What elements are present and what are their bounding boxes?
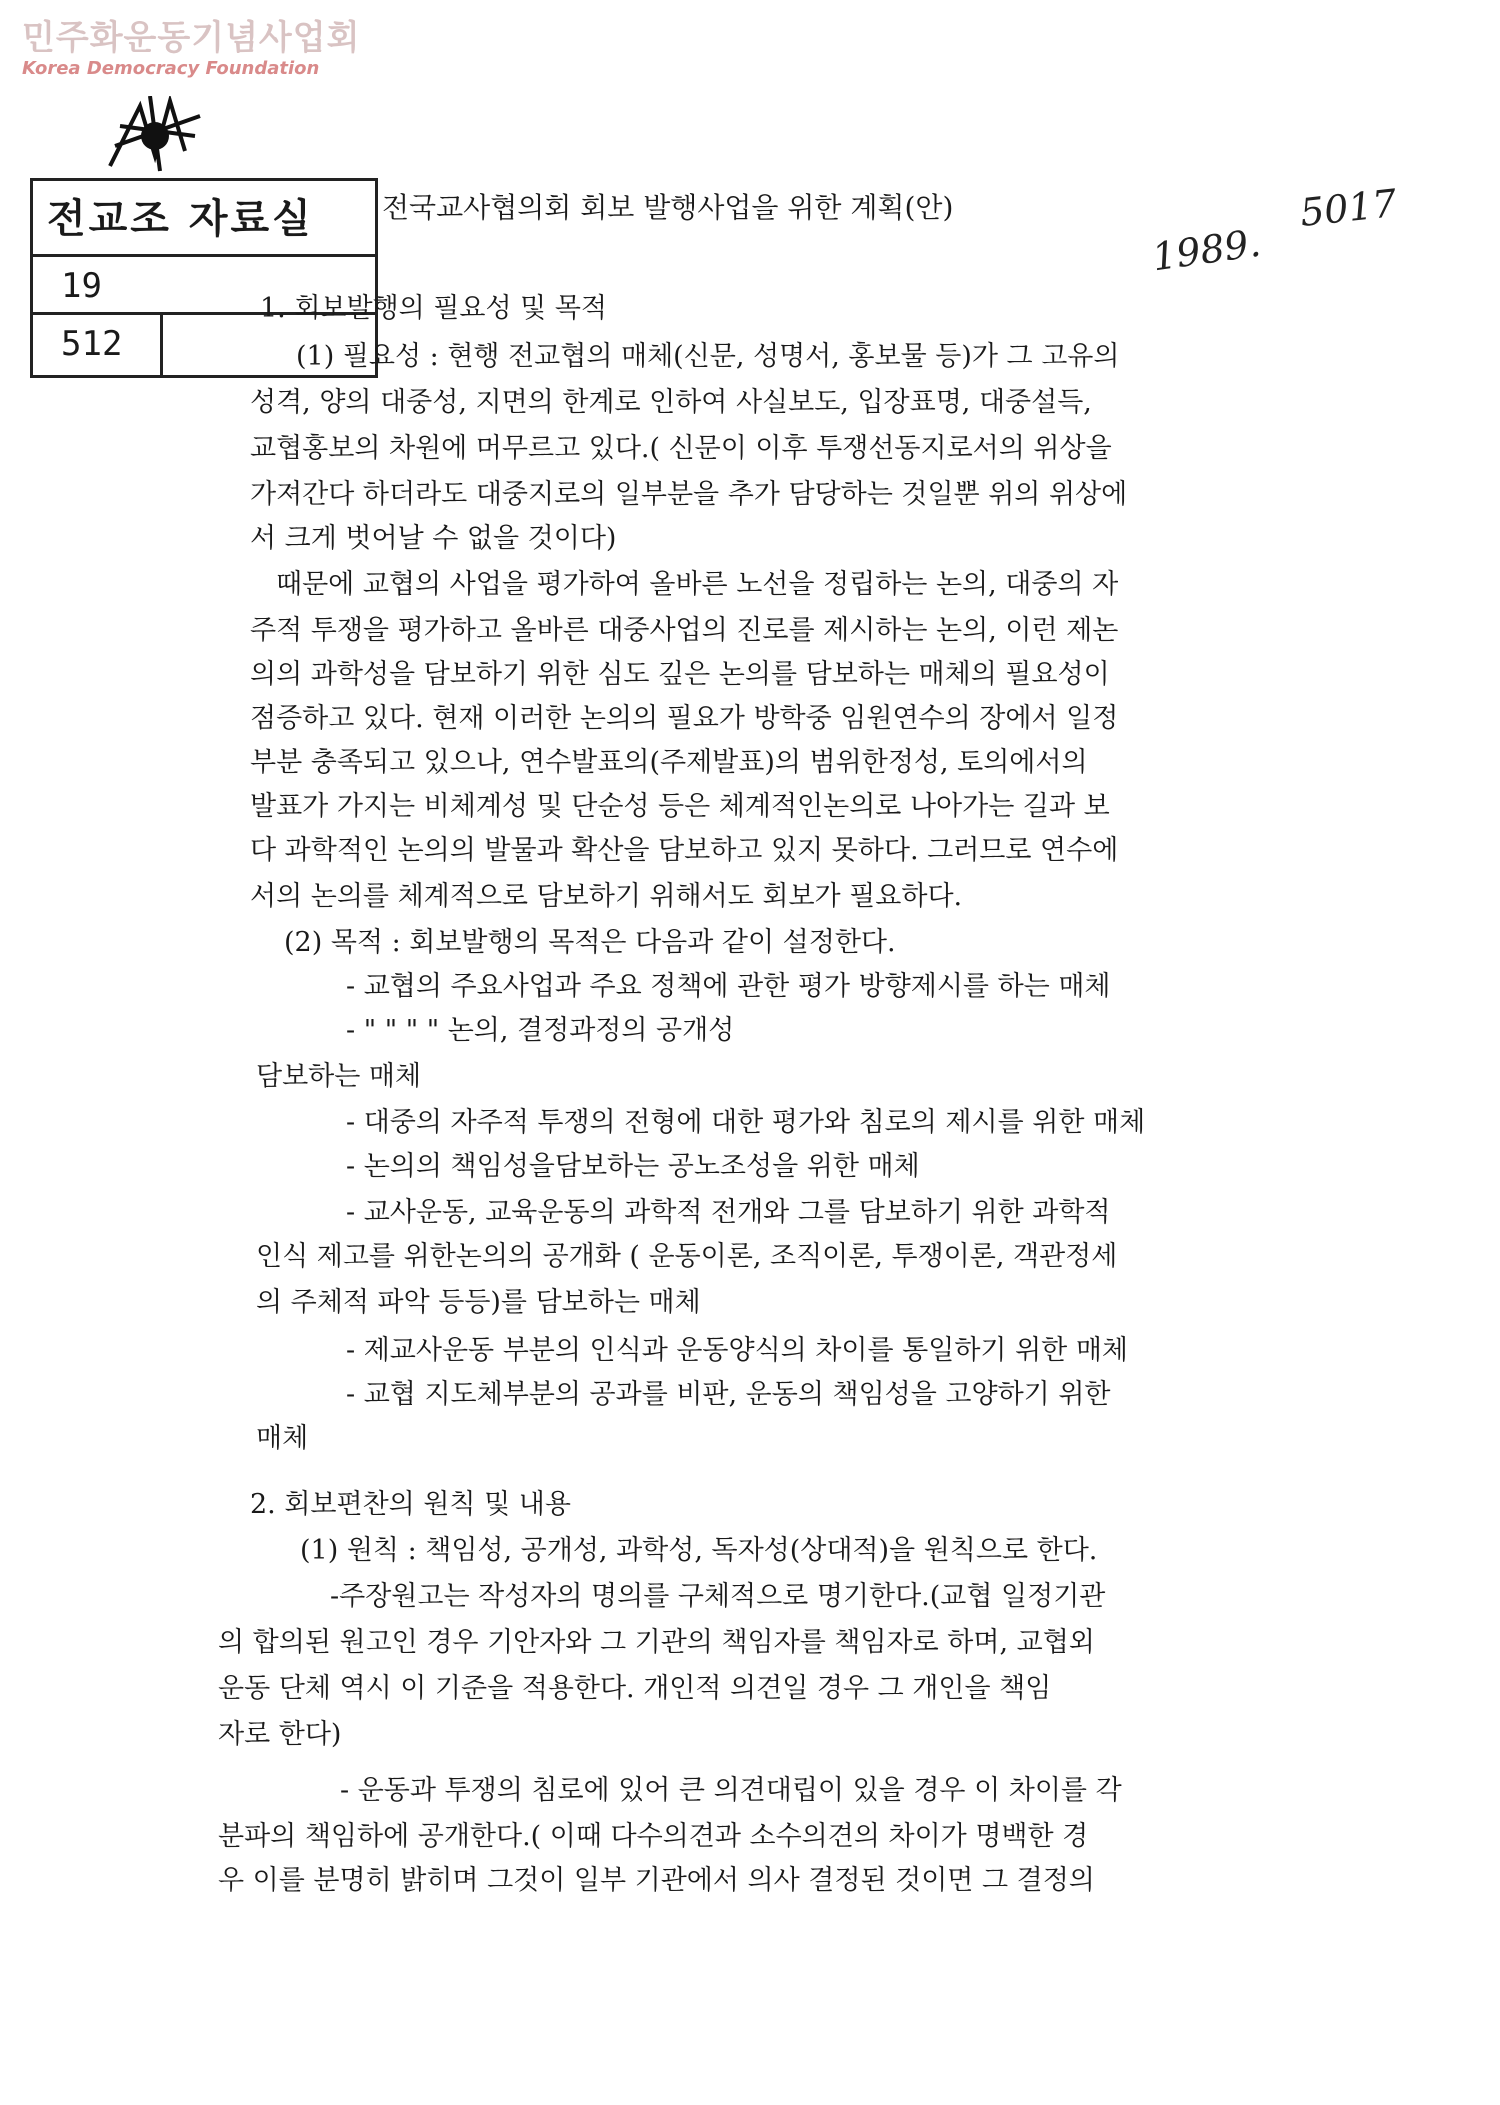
text-line: 우 이를 분명히 밝히며 그것이 일부 기관에서 의사 결정된 것이면 그 결정의 bbox=[218, 1865, 1095, 1896]
ink-scribble-mark bbox=[100, 96, 210, 176]
text-line: 점증하고 있다. 현재 이러한 논의의 필요가 방학중 임원연수의 장에서 일정 bbox=[250, 703, 1119, 734]
stamp-row-1: 19 bbox=[33, 257, 375, 315]
text-line: 매체 bbox=[256, 1423, 309, 1454]
text-line: 인식 제고를 위한논의의 공개화 ( 운동이론, 조직이론, 투쟁이론, 객관정세 bbox=[256, 1241, 1118, 1272]
document-title: 전국교사협의회 회보 발행사업을 위한 계획(안) bbox=[382, 191, 954, 224]
text-line: 교협홍보의 차원에 머무르고 있다.( 신문이 이후 투쟁선동지로서의 위상을 bbox=[250, 433, 1112, 464]
text-line: 부분 충족되고 있으나, 연수발표의(주제발표)의 범위한정성, 토의에서의 bbox=[250, 747, 1088, 778]
text-line: (1) 원칙 : 책임성, 공개성, 과학성, 독자성(상대적)을 원칙으로 한다. bbox=[300, 1535, 1098, 1566]
stamp-row-2: 512 bbox=[33, 315, 163, 375]
text-line: (1) 필요성 : 현행 전교협의 매체(신문, 성명서, 홍보물 등)가 그 고유의 bbox=[296, 341, 1120, 372]
handwritten-number: 5017 bbox=[1297, 181, 1399, 235]
text-line: 다 과학적인 논의의 발물과 확산을 담보하고 있지 못하다. 그러므로 연수에 bbox=[250, 835, 1119, 866]
section-heading: 2. 회보편찬의 원칙 및 내용 bbox=[250, 1489, 571, 1520]
text-line: 의 주체적 파악 등등)를 담보하는 매체 bbox=[256, 1287, 701, 1318]
text-line: 담보하는 매체 bbox=[256, 1061, 422, 1092]
text-line: 분파의 책임하에 공개한다.( 이때 다수의견과 소수의견의 차이가 명백한 경 bbox=[218, 1821, 1089, 1852]
text-line: 자로 한다) bbox=[218, 1719, 342, 1750]
text-line: 주적 투쟁을 평가하고 올바른 대중사업의 진로를 제시하는 논의, 이런 제논 bbox=[250, 615, 1119, 646]
text-line: 운동 단체 역시 이 기준을 적용한다. 개인적 의견일 경우 그 개인을 책임 bbox=[218, 1673, 1052, 1704]
text-line: -주장원고는 작성자의 명의를 구체적으로 명기한다.(교협 일정기관 bbox=[330, 1581, 1106, 1612]
list-item: - " " " " 논의, 결정과정의 공개성 bbox=[346, 1015, 735, 1046]
list-item: - 교사운동, 교육운동의 과학적 전개와 그를 담보하기 위한 과학적 bbox=[346, 1197, 1111, 1228]
stamp-title: 전교조 자료실 bbox=[33, 181, 375, 257]
text-line: (2) 목적 : 회보발행의 목적은 다음과 같이 설정한다. bbox=[284, 927, 896, 958]
section-heading: 1. 회보발행의 필요성 및 목적 bbox=[260, 293, 607, 324]
list-item: - 교협 지도체부분의 공과를 비판, 운동의 책임성을 고양하기 위한 bbox=[346, 1379, 1111, 1410]
text-line: 발표가 가지는 비체계성 및 단순성 등은 체계적인논의로 나아가는 길과 보 bbox=[250, 791, 1110, 822]
list-item: - 대중의 자주적 투쟁의 전형에 대한 평가와 침로의 제시를 위한 매체 bbox=[346, 1107, 1146, 1138]
text-line: 서의 논의를 체계적으로 담보하기 위해서도 회보가 필요하다. bbox=[250, 881, 963, 912]
text-line: 때문에 교협의 사업을 평가하여 올바른 노선을 정립하는 논의, 대중의 자 bbox=[276, 569, 1119, 600]
text-line: 가져간다 하더라도 대중지로의 일부분을 추가 담당하는 것일뿐 위의 위상에 bbox=[250, 479, 1128, 510]
text-line: 서 크게 벗어날 수 없을 것이다) bbox=[250, 523, 617, 554]
list-item: - 논의의 책임성을담보하는 공노조성을 위한 매체 bbox=[346, 1151, 920, 1182]
text-line: - 운동과 투쟁의 침로에 있어 큰 의견대립이 있을 경우 이 차이를 각 bbox=[340, 1775, 1122, 1806]
text-line: 의 합의된 원고인 경우 기안자와 그 기관의 책임자를 책임자로 하며, 교협외 bbox=[218, 1627, 1095, 1658]
handwritten-year: 1989. bbox=[1149, 220, 1264, 280]
list-item: - 제교사운동 부분의 인식과 운동양식의 차이를 통일하기 위한 매체 bbox=[346, 1335, 1128, 1366]
text-line: 성격, 양의 대중성, 지면의 한계로 인하여 사실보도, 입장표명, 대중설득, bbox=[250, 387, 1092, 418]
watermark bbox=[22, 18, 360, 80]
watermark-korean: 민주화운동기념사업회 bbox=[22, 18, 361, 58]
text-line: 의의 과학성을 담보하기 위한 심도 깊은 논의를 담보하는 매체의 필요성이 bbox=[250, 659, 1110, 690]
watermark-english: Korea Democracy Foundation bbox=[22, 58, 320, 79]
list-item: - 교협의 주요사업과 주요 정책에 관한 평가 방향제시를 하는 매체 bbox=[346, 971, 1111, 1002]
